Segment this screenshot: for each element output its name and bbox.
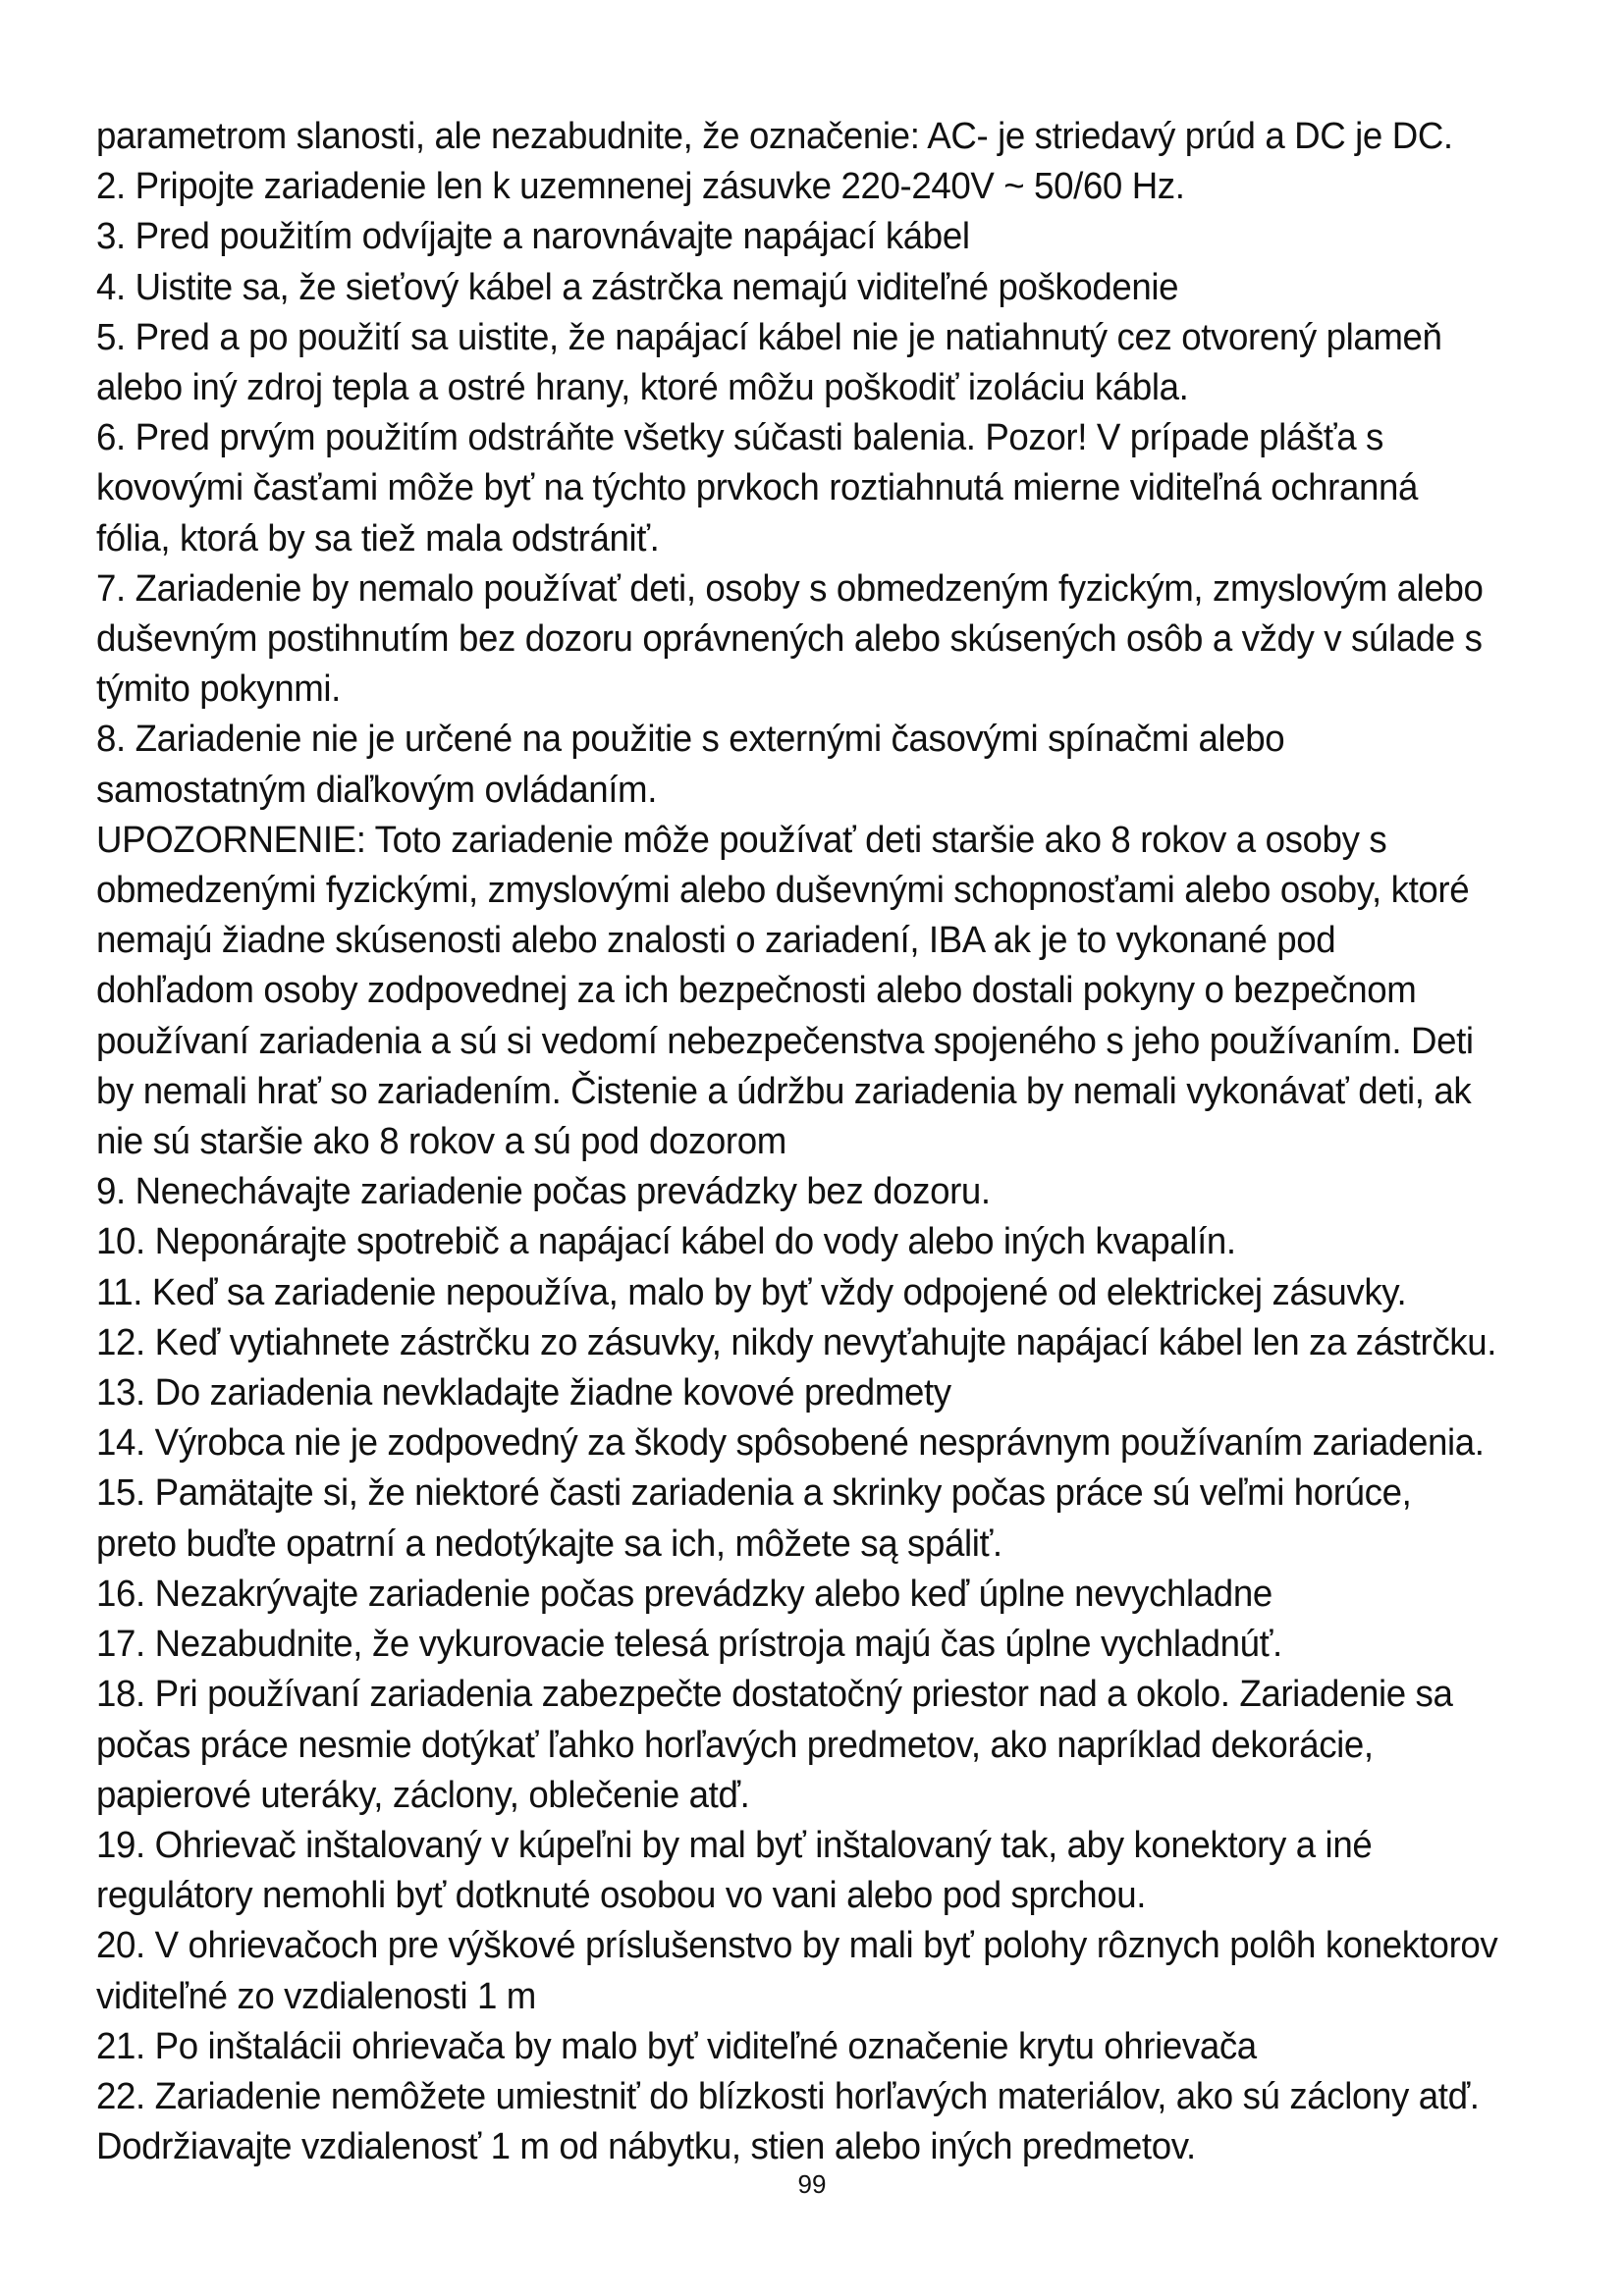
page-number: 99: [797, 2169, 827, 2199]
instruction-item-20: 20. V ohrievačoch pre výškové príslušenstvo by mali byť polohy rôznych polôh konektorov viditeľné zo vzdialenosti 1 m: [96, 1925, 1498, 2017]
instruction-item-8: 8. Zariadenie nie je určené na použitie s externými časovými spínačmi alebo samostatným diaľkovým ovládaním.: [96, 719, 1285, 811]
instruction-item-21: 21. Po inštalácii ohrievača by malo byť viditeľné označenie krytu ohrievača: [96, 2025, 1257, 2067]
instruction-item-9: 9. Nenechávajte zariadenie počas prevádzky bez dozoru.: [96, 1171, 991, 1213]
instruction-item-7: 7. Zariadenie by nemalo používať deti, osoby s obmedzeným fyzickým, zmyslovým alebo duševným postihnutím bez dozoru oprávnených alebo skúsených osôb a vždy v súlade s týmito pokynmi.: [96, 567, 1484, 711]
instruction-item-12: 12. Keď vytiahnete zástrčku zo zásuvky, nikdy nevyťahujte napájací kábel len za zástrčku.: [96, 1321, 1497, 1363]
instruction-item-18: 18. Pri používaní zariadenia zabezpečte dostatočný priestor nad a okolo. Zariadenie sa počas práce nesmie dotýkať ľahko horľavých predmetov, ako napríklad dekorácie, papierové uteráky, záclony, oblečenie atď.: [96, 1674, 1453, 1816]
warning-paragraph: UPOZORNENIE: Toto zariadenie môže používať deti staršie ako 8 rokov a osoby s obmedzenými fyzickými, zmyslovými alebo duševnými schopnosťami alebo osoby, ktoré nemajú žiadne skúsenosti alebo znalosti o zariadení, IBA ak je to vykonané pod dohľadom osoby zodpovednej za ich bezpečnosti alebo dostali pokyny o bezpečnom používaní zariadenia a sú si vedomí nebezpečenstva spojeného s jeho používaním. Deti by nemali hrať so zariadením. Čistenie a údržbu zariadenia by nemali vykonávať deti, ak nie sú staršie ako 8 rokov a sú pod dozorom: [96, 819, 1474, 1163]
instruction-item-13: 13. Do zariadenia nevkladajte žiadne kovové predmety: [96, 1372, 951, 1415]
instruction-item-19: 19. Ohrievač inštalovaný v kúpeľni by mal byť inštalovaný tak, aby konektory a iné regulátory nemohli byť dotknuté osobou vo vani alebo pod sprchou.: [96, 1824, 1373, 1917]
paragraph-continuation: parametrom slanosti, ale nezabudnite, že označenie: AC- je striedavý prúd a DC je DC.: [96, 116, 1453, 157]
instruction-item-11: 11. Keď sa zariadenie nepoužíva, malo by byť vždy odpojené od elektrickej zásuvky.: [96, 1271, 1407, 1313]
page-body-text: [96, 112, 1498, 2172]
instruction-item-3: 3. Pred použitím odvíjajte a narovnávajte napájací kábel: [96, 216, 970, 258]
instruction-item-10: 10. Neponárajte spotrebič a napájací kábel do vody alebo iných kvapalín.: [96, 1221, 1236, 1263]
instruction-item-5: 5. Pred a po použití sa uistite, že napájací kábel nie je natiahnutý cez otvorený plameň alebo iný zdroj tepla a ostré hrany, ktoré môžu poškodiť izoláciu kábla.: [96, 316, 1442, 409]
instruction-item-2: 2. Pripojte zariadenie len k uzemnenej zásuvke 220-240V ~ 50/60 Hz.: [96, 166, 1185, 208]
instruction-item-16: 16. Nezakrývajte zariadenie počas prevádzky alebo keď úplne nevychladne: [96, 1573, 1272, 1615]
instruction-item-14: 14. Výrobca nie je zodpovedný za škody spôsobené nesprávnym používaním zariadenia.: [96, 1422, 1485, 1465]
instruction-item-4: 4. Uistite sa, že sieťový kábel a zástrčka nemajú viditeľné poškodenie: [96, 266, 1179, 308]
instruction-item-15: 15. Pamätajte si, že niektoré časti zariadenia a skrinky počas práce sú veľmi horúce, preto buďte opatrní a nedotýkajte sa ich, môžete są spáliť.: [96, 1472, 1412, 1565]
instruction-item-6: 6. Pred prvým použitím odstráňte všetky súčasti balenia. Pozor! V prípade plášťa s kovovými časťami môže byť na týchto prvkoch roztiahnutá mierne viditeľná ochranná fólia, ktorá by sa tiež mala odstrániť.: [96, 417, 1419, 560]
instruction-item-17: 17. Nezabudnite, že vykurovacie telesá prístroja majú čas úplne vychladnúť.: [96, 1624, 1282, 1666]
instruction-item-22: 22. Zariadenie nemôžete umiestniť do blízkosti horľavých materiálov, ako sú záclony atď. Dodržiavajte vzdialenosť 1 m od nábytku, stien alebo iných predmetov.: [96, 2075, 1480, 2168]
